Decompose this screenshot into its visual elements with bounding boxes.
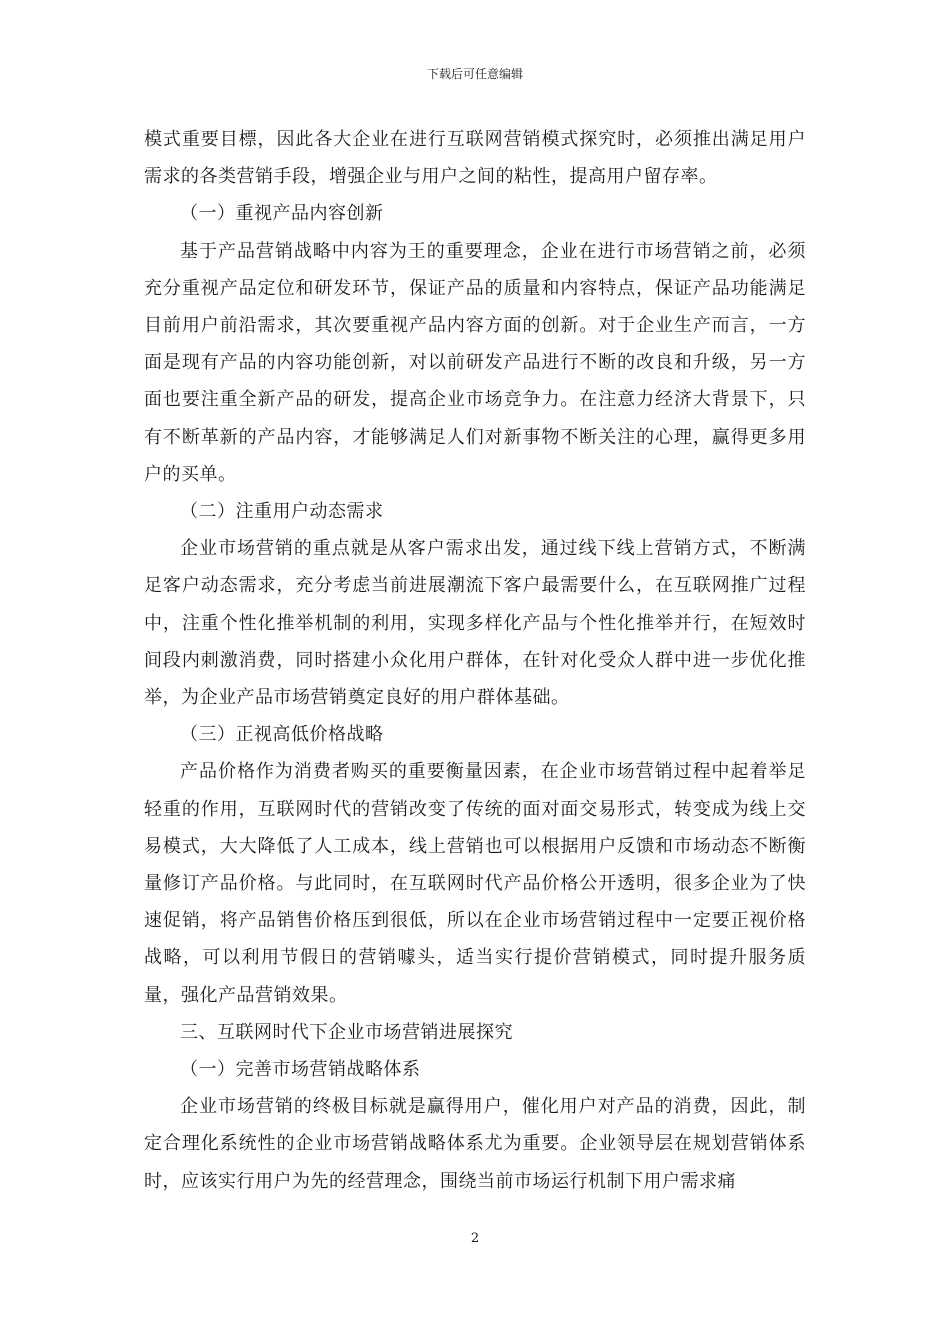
- page-number: 2: [470, 1231, 480, 1246]
- paragraph-price-strategy: 产品价格作为消费者购买的重要衡量因素，在企业市场营销过程中起着举足轻重的作用，互联网时代的营销改变了传统的面对面交易形式，转变成为线上交易模式，大大降低了人工成本，线上营销也可以根据用户反馈和市场动态不断衡量修订产品价格。与此同时，在互联网时代产品价格公开透明，很多企业为了快速促销，将产品销售价格压到很低，所以在企业市场营销过程中一定要正视价格战略，可以利用节假日的营销噱头，适当实行提价营销模式，同时提升服务质量，强化产品营销效果。: [144, 761, 806, 1006]
- section-heading-3: （三）正视高低价格战略: [180, 724, 384, 746]
- document-body: [144, 121, 806, 1200]
- paragraph-user-demand: 企业市场营销的重点就是从客户需求出发，通过线下线上营销方式，不断满足客户动态需求，充分考虑当前进展潮流下客户最需要什么，在互联网推广过程中，注重个性化推举机制的利用，实现多样化产品与个性化推举并行，在短效时间段内刺激消费，同时搭建小众化用户群体，在针对化受众人群中进一步优化推举，为企业产品市场营销奠定良好的用户群体基础。: [144, 538, 806, 709]
- section-heading-1: （一）重视产品内容创新: [180, 203, 384, 225]
- section-heading-2: （二）注重用户动态需求: [180, 501, 384, 523]
- paragraph-strategy-system: 企业市场营销的终极目标就是赢得用户，催化用户对产品的消费，因此，制定合理化系统性的企业市场营销战略体系尤为重要。企业领导层在规划营销体系时，应该实行用户为先的经营理念，围绕当前市场运行机制下用户需求痛: [144, 1096, 806, 1192]
- page-header: 下载后可任意编辑: [426, 67, 523, 81]
- section-heading-3-1: （一）完善市场营销战略体系: [180, 1059, 421, 1081]
- paragraph-continuation: 模式重要目標，因此各大企业在进行互联网营销模式探究时，必须推出满足用户需求的各类营销手段，增强企业与用户之间的粘性，提高用户留存率。: [144, 129, 806, 188]
- chapter-heading-3: 三、互联网时代下企业市场营销进展探究: [180, 1021, 513, 1043]
- paragraph-product-innovation: 基于产品营销战略中内容为王的重要理念，企业在进行市场营销之前，必须充分重视产品定位和研发环节，保证产品的质量和内容特点，保证产品功能满足目前用户前沿需求，其次要重视产品内容方面的创新。对于企业生产而言，一方面是现有产品的内容功能创新，对以前研发产品进行不断的改良和升级，另一方面也要注重全新产品的研发，提高企业市场竞争力。在注意力经济大背景下，只有不断革新的产品内容，才能够满足人们对新事物不断关注的心理，赢得更多用户的买单。: [144, 240, 806, 485]
